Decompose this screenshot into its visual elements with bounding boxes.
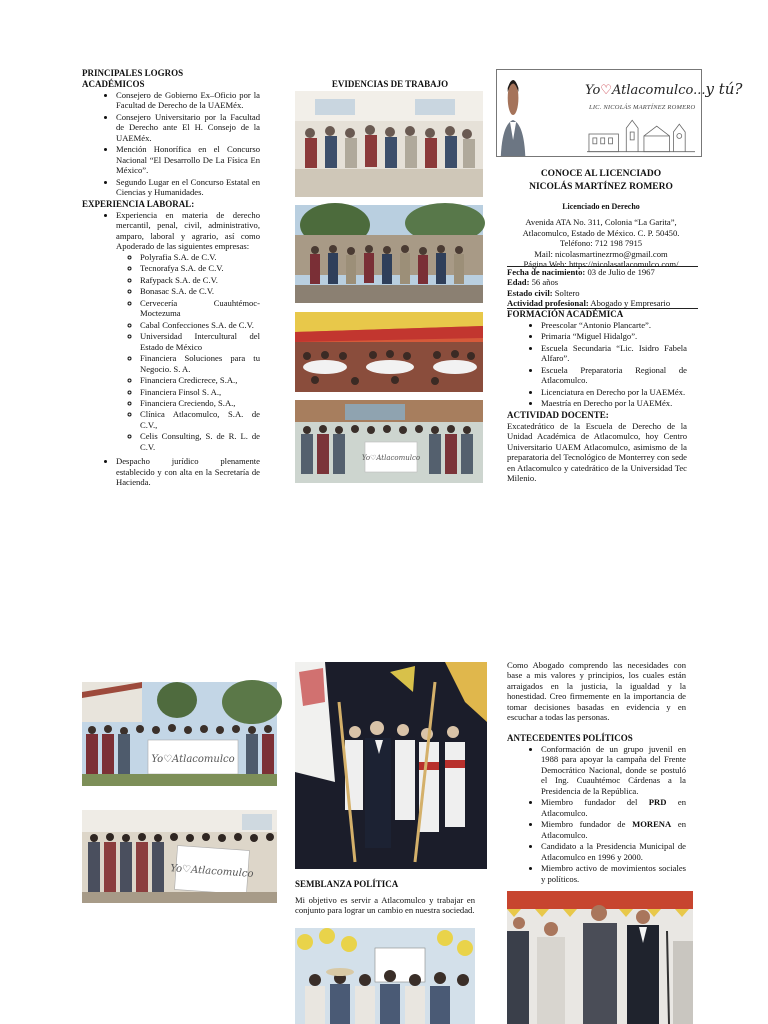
list-item: • Primaria “Miguel Hidalgo”. [541, 331, 687, 341]
companies-list [116, 252, 260, 453]
address-line-2: Atlacomulco, Estado de México. C. P. 50450. [522, 227, 680, 238]
list-item: • Miembro fundador del PRD en Atlacomulco. [541, 797, 686, 818]
docente-text: Excatedrático de la Escuela de Derecho de la Unidad Académica de Atlacomulco, hoy Centro Universitario UAEM Atlacomulco, asimismo de la preparatoria del Tecnológico de Monterrey con sede en Atlacomulco y catedrático de la Universidad Tec Milenio. [507, 420, 687, 484]
formacion-section [507, 309, 687, 484]
svg-text:Yo♡Atlacomulco: Yo♡Atlacomulco [151, 754, 235, 765]
svg-text:Yo♡Atlacomulco: Yo♡Atlacomulco [169, 863, 254, 880]
list-item: • Escuela Preparatoria Regional de Atlacomulco. [541, 365, 687, 386]
list-item: • Mención Honorífica en el Concurso Nacional “El Desarrollo De La Física En México”. [116, 144, 260, 175]
civil-label: Estado civil: [507, 287, 553, 298]
company-item: ◦ Financiera Finsol S. A., [140, 387, 260, 397]
list-item: • Maestría en Derecho por la UAEMéx. [541, 398, 687, 408]
birth-value: 03 de Julio de 1967 [585, 267, 655, 277]
list-item: • Despacho jurídico plenamente establecido y con alta en la Secretaría de Hacienda. [116, 456, 260, 487]
personal-data [507, 267, 699, 309]
company-item: ◦ Cervecería Cuauhtémoc-Moctezuma [140, 298, 260, 319]
parade-photo [295, 662, 487, 869]
banner-group-photo-1 [295, 400, 483, 483]
header-card [496, 69, 743, 157]
formacion-title: FORMACIÓN ACADÉMICA [507, 309, 624, 319]
activity-label: Actividad profesional: [507, 298, 589, 309]
group-photo-indoor [295, 91, 483, 197]
experiencia-list [82, 210, 260, 488]
formacion-list [507, 320, 687, 409]
age-label: Edad: [507, 277, 530, 288]
company-item: ◦ Cabal Confecciones S.A. de C.V. [140, 320, 260, 330]
birth-label: Fecha de nacimiento: [507, 267, 586, 277]
company-item: ◦ Bonasac S.A. de C.V. [140, 286, 260, 296]
phone: Teléfono: 712 198 7915 [559, 238, 643, 249]
right-bottom-section [507, 660, 686, 885]
abogado-text: Como Abogado comprendo las necesidades con base a mis valores y principios, los cuales están arraigados en la justicia, la igualdad y la honestidad. Creo firmemente en la importancia de tomar decisiones basadas en evidencia y en escuchar a todas las personas. [507, 660, 686, 723]
logros-section [82, 68, 260, 489]
docente-title: ACTIVIDAD DOCENTE: [507, 409, 609, 420]
list-item: • Miembro activo de movimientos sociales y políticos. [541, 863, 686, 884]
slogan: Yo♡Atlacomulco...y tú? [585, 80, 743, 98]
address-line-1: Avenida ATA No. 311, Colonia “La Garita”, [525, 217, 677, 228]
banner-group-photo-2 [82, 682, 277, 786]
list-item: • Conformación de un grupo juvenil en 1988 para apoyar la campaña del Frente Democrático Nacional, donde se postuló el Ing. Cuauhtémoc Cárdenas a la Presidencia de la República. [541, 744, 686, 796]
list-item: • Miembro fundador de MORENA en Atlacomulco. [541, 819, 686, 840]
banner-group-photo-3 [82, 810, 277, 903]
logros-title: PRINCIPALES LOGROS ACADÉMICOS [82, 68, 184, 89]
rally-photo [295, 928, 475, 1024]
svg-text:Yo♡Atlacomulco: Yo♡Atlacomulco [361, 454, 421, 462]
company-item: ◦ Polyrafia S.A. de C.V. [140, 252, 260, 262]
experiencia-intro: Experiencia en materia de derecho mercantil, penal, civil, administrativo, amparo, laboral y agrario, así como Apoderado de las siguientes empresas: [116, 209, 260, 252]
company-item: ◦ Universidad Intercultural del Estado de México [140, 331, 260, 352]
list-item: • Licenciatura en Derecho por la UAEMéx. [541, 387, 687, 397]
list-item: • Segundo Lugar en el Concurso Estatal en Ciencias y Humanidades. [116, 177, 260, 198]
degree: Licenciado en Derecho [562, 201, 640, 211]
activity-value: Abogado y Empresario [588, 298, 671, 309]
group-photo-street [295, 205, 483, 303]
company-item: ◦ Financiera Creciendo, S.A., [140, 398, 260, 408]
website: Página Web: https://nicolasatlacomulco.com/ [523, 259, 679, 270]
list-item: • Consejero Universitario por la Facultad de Derecho ante El H. Consejo de la UAEMéx. [116, 112, 260, 143]
company-item: ◦ Financiera Soluciones para tu Negocio. S. A. [140, 353, 260, 374]
conoce-title: CONOCE AL LICENCIADO NICOLÁS MARTÍNEZ ROMERO [529, 169, 673, 192]
dining-event-photo [295, 312, 483, 392]
header-subtitle: LIC. NICOLÁS MARTÍNEZ ROMERO [589, 104, 696, 111]
antecedentes-title: ANTECEDENTES POLÍTICOS [507, 732, 633, 743]
company-item: ◦ Tecnorafya S.A. de C.V. [140, 263, 260, 273]
experiencia-title: EXPERIENCIA LABORAL: [82, 198, 195, 209]
antecedentes-list [507, 744, 686, 884]
semblanza-text: Mi objetivo es servir a Atlacomulco y trabajar en conjunto para lograr un cambio en nuestra sociedad. [295, 894, 475, 916]
stage-photo [507, 891, 693, 1024]
list-item [116, 210, 260, 453]
semblanza-title: SEMBLANZA POLÍTICA [295, 879, 399, 889]
mail: Mail: nicolasmartinezrmo@gmail.com [534, 248, 668, 259]
list-item: • Escuela Secundaria “Lic. Isidro Fabela Alfaro”. [541, 343, 687, 364]
semblanza-section [295, 879, 475, 916]
logros-list [82, 90, 260, 198]
conoce-section [503, 168, 699, 270]
company-item: ◦ Financiera Credicrece, S.A., [140, 375, 260, 385]
candidate-portrait-icon [497, 70, 575, 156]
list-item: • Candidato a la Presidencia Municipal de Atlacomulco en 1996 y 2000. [541, 841, 686, 862]
town-skyline-icon [587, 114, 695, 154]
age-value: 56 años [529, 277, 559, 288]
company-item: ◦ Clínica Atlacomulco, S.A. de C.V., [140, 409, 260, 430]
list-item: • Consejero de Gobierno Ex–Oficio por la Facultad de Derecho de la UAEMéx. [116, 90, 260, 111]
civil-value: Soltero [552, 287, 580, 298]
company-item: ◦ Rafypack S.A. de C.V. [140, 275, 260, 285]
company-item: ◦ Celis Consulting, S. de R. L. de C.V. [140, 431, 260, 452]
evidencias-title: EVIDENCIAS DE TRABAJO [331, 79, 449, 89]
list-item: • Preescolar “Antonio Plancarte”. [541, 320, 687, 330]
